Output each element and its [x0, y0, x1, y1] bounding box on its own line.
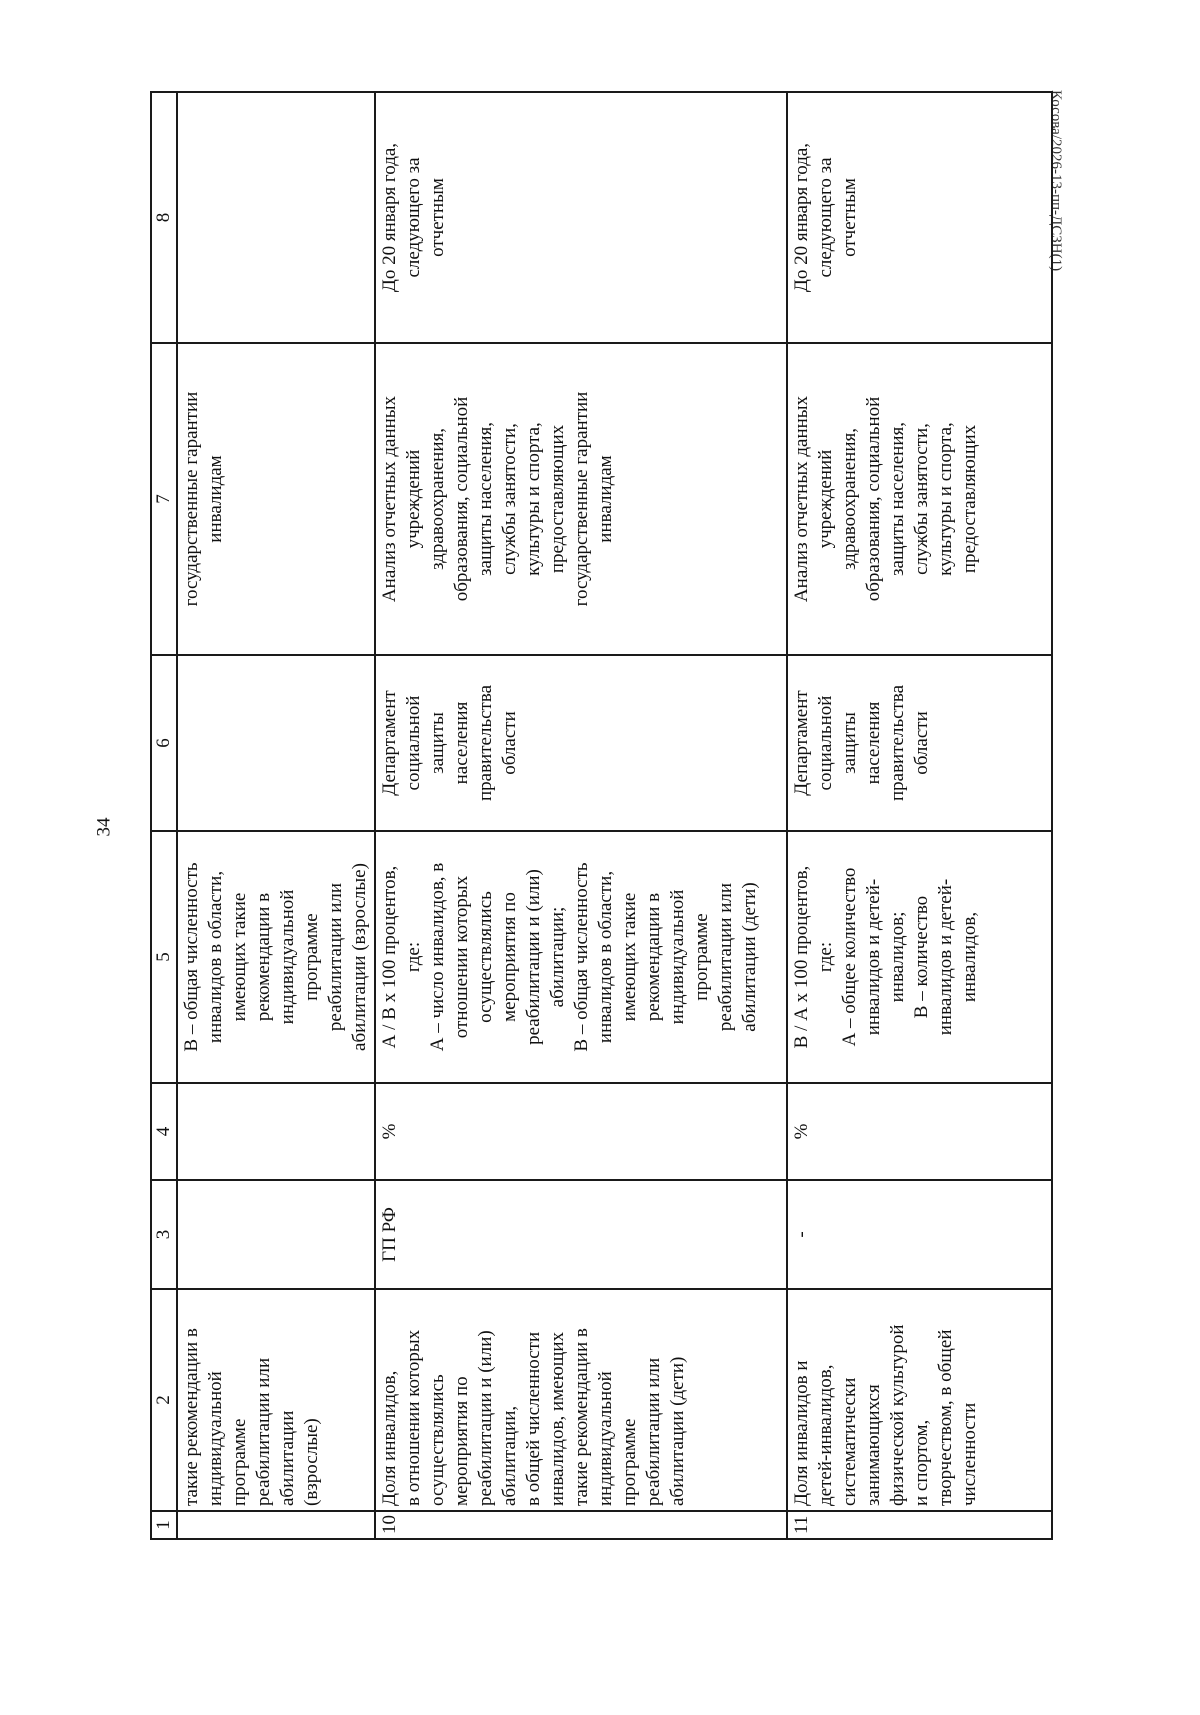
table-row: [177, 92, 375, 1539]
indicator-deadline: До 20 января года, следующего за отчетным: [787, 92, 1052, 343]
header-col-4: 4: [151, 1083, 177, 1180]
row-number: 10: [375, 1511, 787, 1539]
header-col-7: 7: [151, 343, 177, 655]
header-col-8: 8: [151, 92, 177, 343]
indicator-name: такие рекомендации в индивидуальной программе реабилитации или абилитации (взрослые): [177, 1289, 375, 1511]
row-number: [177, 1511, 375, 1539]
indicator-method: Анализ отчетных данных учреждений здравоохранения, образования, социальной защиты населения, службы занятости, культуры и спорта, предоставляющих государственные гарантии инвалидам: [375, 343, 787, 655]
header-col-1: 1: [151, 1511, 177, 1539]
indicators-table-container: [150, 93, 1040, 1540]
indicator-deadline: До 20 января года, следующего за отчетным: [375, 92, 787, 343]
indicator-formula: А / В х 100 процентов, где: А – число инвалидов, в отношении которых осуществлялись мероприятия по реабилитации и (или) абилитации; В – общая численность инвалидов в области, имеющих такие рекомендации в индивидуальной программе реабилитации или абилитации (дети): [375, 831, 787, 1083]
header-row: [151, 92, 177, 1539]
indicator-unit: %: [375, 1083, 787, 1180]
indicator-name: Доля инвалидов, в отношении которых осуществлялись мероприятия по реабилитации и (или) абилитации, в общей численности инвалидов, имеющих такие рекомендации в индивидуальной программе реабилитации или абилитации (дети): [375, 1289, 787, 1511]
indicator-formula: В / А х 100 процентов, где: А – общее количество инвалидов и детей- инвалидов; В – количество инвалидов и детей- инвалидов,: [787, 831, 1052, 1083]
indicator-method: Анализ отчетных данных учреждений здравоохранения, образования, социальной защиты населения, службы занятости, культуры и спорта, предоставляющих: [787, 343, 1052, 655]
indicator-unit: %: [787, 1083, 1052, 1180]
indicator-formula: В – общая численность инвалидов в области, имеющих такие рекомендации в индивидуальной программе реабилитации или абилитации (взрослые): [177, 831, 375, 1083]
indicator-deadline: [177, 92, 375, 343]
table-row: [375, 92, 787, 1539]
indicator-method: государственные гарантии инвалидам: [177, 343, 375, 655]
page-number: 34: [93, 817, 115, 837]
header-col-5: 5: [151, 831, 177, 1083]
indicator-responsible: Департамент социальной защиты населения правительства области: [787, 655, 1052, 831]
indicator-responsible: [177, 655, 375, 831]
indicator-basis: ГП РФ: [375, 1180, 787, 1289]
indicator-unit: [177, 1083, 375, 1180]
row-number: 11: [787, 1511, 1052, 1539]
header-col-3: 3: [151, 1180, 177, 1289]
table-row: [787, 92, 1052, 1539]
document-code: Косова/2026-13-пп-ДСЗН(1): [1048, 90, 1064, 272]
header-col-2: 2: [151, 1289, 177, 1511]
header-col-6: 6: [151, 655, 177, 831]
indicator-name: Доля инвалидов и детей-инвалидов, систематически занимающихся физической культурой и спортом, творчеством, в общей численности: [787, 1289, 1052, 1511]
indicator-responsible: Департамент социальной защиты населения правительства области: [375, 655, 787, 831]
indicators-table: [150, 91, 1053, 1540]
indicator-basis: -: [787, 1180, 1052, 1289]
indicator-basis: [177, 1180, 375, 1289]
